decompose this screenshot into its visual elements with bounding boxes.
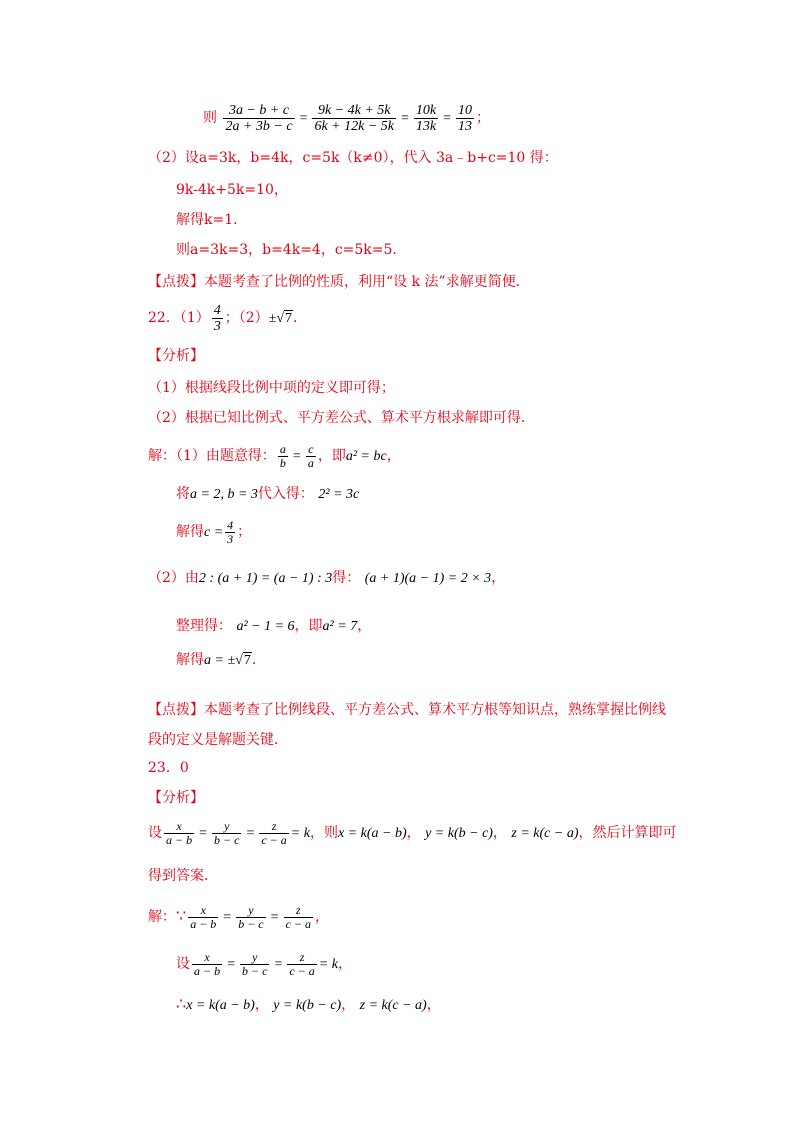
ratio-chain-line: 则 $\frac{3a - b + c}{2a + 3b - c}$ = $\frac{9k - 4k + 5k}{6k + 12k - 5k}$ = $\frac{10k}{13k}$ = $\frac{10}{13}$ ； [203,102,491,134]
solution-23-line-3: ∴x = k(a − b)， y = k(b − c)， z = k(c − a)， [176,994,441,1013]
solution-23-line-1: 解：∵ $\frac{x}{a - b}$ = $\frac{y}{b - c}$ = $\frac{z}{c - a}$ ， [148,902,329,931]
fraction-z: $\frac{z}{c - a}$ [261,818,287,847]
q23-answer: 23．0 [148,760,189,776]
part2-equation: 9k-4k+5k=10， [176,182,288,198]
fraction-y-2: $\frac{y}{b - c}$ [238,902,264,931]
fraction-4: $\frac{10}{13}$ [458,102,473,134]
fraction-y: $\frac{y}{b - c}$ [214,818,240,847]
therefore-symbol: ∴ [176,994,187,1013]
part2-solve-k: 解得k=1. [176,212,238,228]
fraction-4-3-c: $\frac{4}{3}$ [227,517,234,546]
tip-2-line-1: 【点拨】本题考查了比例线段、平方差公式、算术平方根等知识点，熟练掌握比例线 [148,702,666,718]
then-label: 则 [203,110,217,126]
part2-result: 则a=3k=3，b=4k=4，c=5k=5. [176,242,397,258]
fraction-c-a: $\frac{c}{a}$ [307,441,314,470]
part2-setup: （2）设a=3k，b=4k，c=5k（k≠0），代入 3a﹣b+c=10 得： [148,150,558,166]
final-a-line: 解得a = ±√7. [176,652,257,668]
analysis-label-22: 【分析】 [148,348,204,364]
fraction-z-3: $\frac{z}{c - a}$ [289,949,315,978]
solution-22-2: （2）由2 : (a + 1) = (a − 1) : 3得： (a + 1)(a − 1) = 2 × 3， [148,570,506,586]
fraction-x: $\frac{x}{a - b}$ [166,818,193,847]
fraction-z-2: $\frac{z}{c - a}$ [285,902,311,931]
q22-answer: 22．（1） $\frac{4}{3}$ ；（2）±√7． [148,302,308,334]
fraction-2: $\frac{9k - 4k + 5k}{6k + 12k - 5k}$ [314,102,395,134]
sqrt-7-final: √7 [235,653,251,668]
sqrt-7: √7 [276,311,293,326]
fraction-1: $\frac{3a - b + c}{2a + 3b - c}$ [225,102,293,134]
analysis-22-1: （1）根据线段比例中项的定义即可得； [148,380,395,396]
analysis-23-line-2: 得到答案． [148,868,218,884]
fraction-4-3: $\frac{4}{3}$ [213,302,221,334]
analysis-23-line-1: 设 $\frac{x}{a - b}$ = $\frac{y}{b - c}$ = $\frac{z}{c - a}$ = k，则x = k(a − b)， y = k(b − c)， z = k(c − a)，然后计算即可 [148,818,677,847]
solve-c-line: 解得c = $\frac{4}{3}$ ； [176,517,252,546]
arrange-line: 整理得： a² − 1 = 6，即a² = 7， [176,618,372,634]
substitution-line: 将a = 2, b = 3代入得： 2² = 3c [176,486,360,502]
fraction-x-3: $\frac{x}{a - b}$ [194,949,221,978]
solution-23-line-2: 设 $\frac{x}{a - b}$ = $\frac{y}{b - c}$ = $\frac{z}{c - a}$ = k， [176,949,352,978]
fraction-3: $\frac{10k}{13k}$ [415,102,437,134]
fraction-y-3: $\frac{y}{b - c}$ [242,949,268,978]
fraction-x-2: $\frac{x}{a - b}$ [190,902,217,931]
analysis-label-23: 【分析】 [148,790,204,806]
because-symbol: ∵ [176,906,187,925]
tip-1: 【点拨】本题考查了比例的性质，利用“设 k 法”求解更简便． [148,274,530,290]
fraction-a-b: $\frac{a}{b}$ [279,441,286,470]
analysis-22-2: （2）根据已知比例式、平方差公式、算术平方根求解即可得． [148,410,535,426]
solution-22-1: 解：（1）由题意得： $\frac{a}{b}$ = $\frac{c}{a}$ ，即a² = bc， [148,441,401,470]
tip-2-line-2: 段的定义是解题关键． [148,732,288,748]
